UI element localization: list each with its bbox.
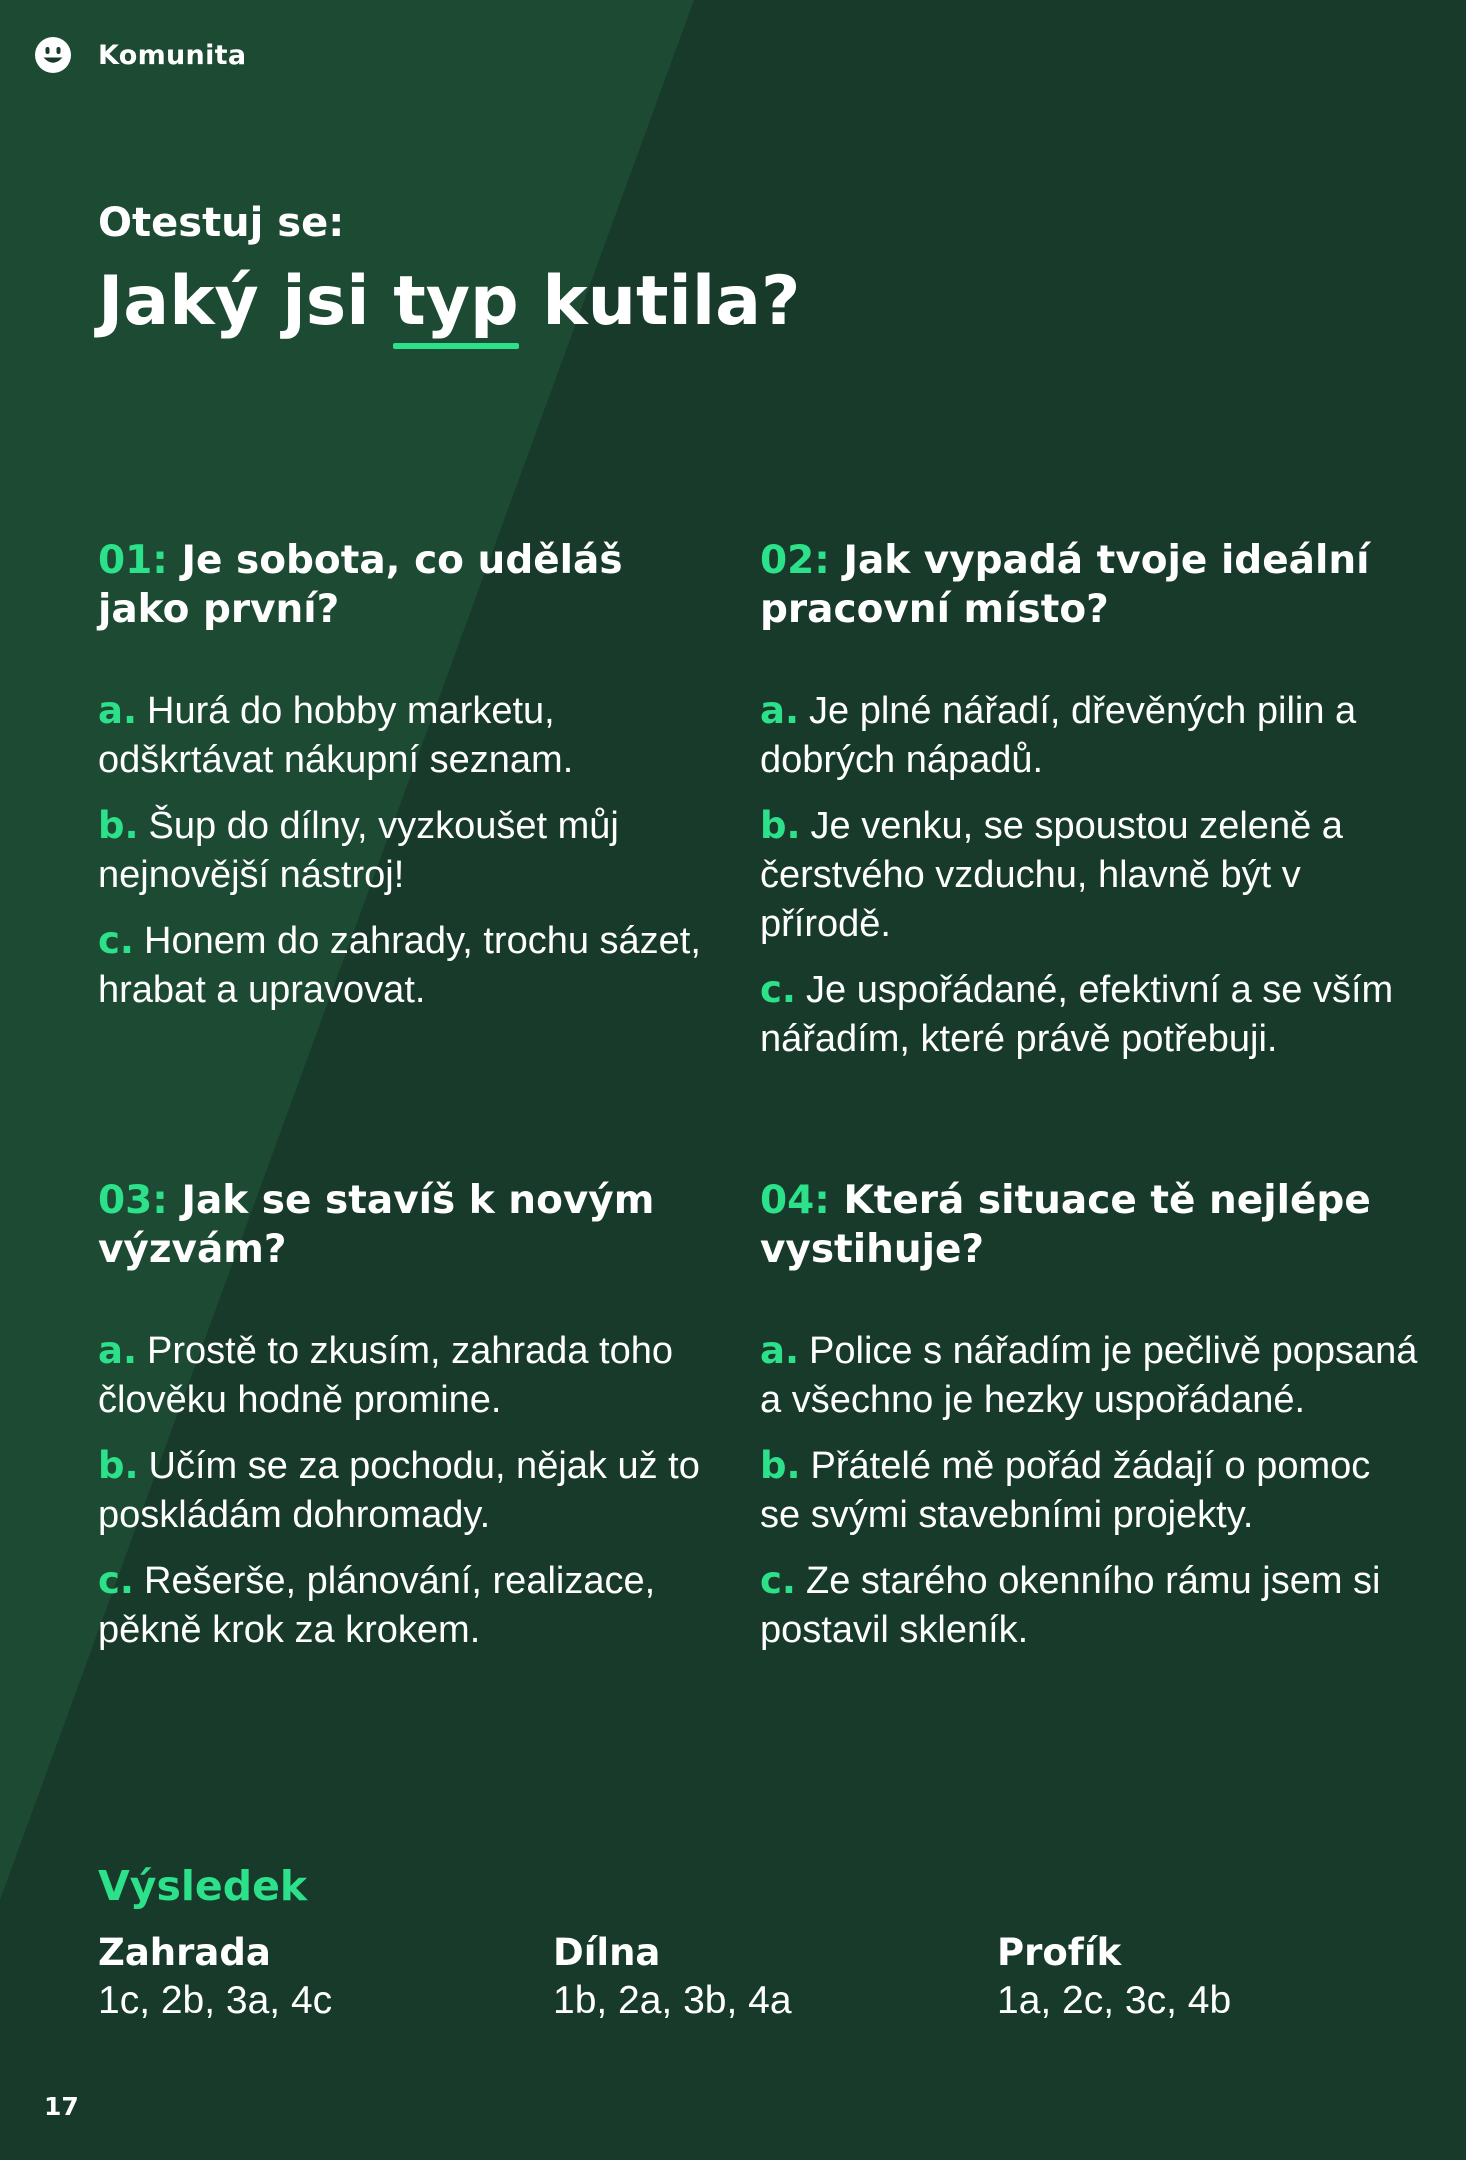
answer-b <box>760 801 1420 949</box>
answer-a <box>98 686 718 785</box>
answer-text: Je venku, se spoustou zeleně a čerstvého vzduchu, hlavně být v přírodě. <box>760 805 1343 945</box>
result-name: Dílna <box>553 1931 661 1974</box>
question-number: 04: <box>760 1178 830 1223</box>
brand-label: Komunita <box>98 39 247 71</box>
answer-letter: b. <box>98 804 139 847</box>
answer-letter: b. <box>98 1444 139 1487</box>
answer-text: Šup do dílny, vyzkoušet můj nejnovější nástroj! <box>98 805 619 896</box>
smiley-icon <box>34 36 72 74</box>
answer-letter: a. <box>760 1329 800 1372</box>
answer-text: Honem do zahrady, trochu sázet, hrabat a upravovat. <box>98 920 701 1011</box>
answer-text: Police s nářadím je pečlivě popsaná a všechno je hezky uspořádané. <box>760 1330 1418 1421</box>
result-zahrada <box>98 1930 332 2026</box>
title-part-after: kutila? <box>518 262 801 341</box>
question-text: Jak se stavíš k novým výzvám? <box>98 1178 655 1272</box>
question-text: Jak vypadá tvoje ideální pracovní místo? <box>760 538 1370 632</box>
answer-c <box>760 965 1420 1064</box>
answer-letter: b. <box>760 1444 801 1487</box>
question-3 <box>98 1176 718 1671</box>
result-profik <box>997 1930 1231 2026</box>
result-codes: 1c, 2b, 3a, 4c <box>98 1979 333 2022</box>
answer-letter: c. <box>760 968 796 1011</box>
brand <box>34 36 246 74</box>
question-text: Která situace tě nejlépe vystihuje? <box>760 1178 1371 1272</box>
result-name: Profík <box>997 1931 1122 1974</box>
result-codes: 1b, 2a, 3b, 4a <box>553 1979 792 2022</box>
answer-text: Je plné nářadí, dřevěných pilin a dobrých nápadů. <box>760 690 1357 781</box>
answer-a <box>760 686 1420 785</box>
answer-b <box>98 801 718 900</box>
answer-a <box>98 1326 718 1425</box>
question-1 <box>98 536 718 1031</box>
answer-a <box>760 1326 1420 1425</box>
answer-letter: a. <box>98 1329 138 1372</box>
question-2 <box>760 536 1420 1080</box>
question-text: Je sobota, co uděláš jako první? <box>98 538 623 632</box>
question-number: 02: <box>760 538 830 583</box>
question-title <box>760 1176 1420 1274</box>
answer-text: Učím se za pochodu, nějak už to poskládám dohromady. <box>98 1445 700 1536</box>
answer-text: Přátelé mě pořád žádají o pomoc se svými stavebními projekty. <box>760 1445 1371 1536</box>
result-codes: 1a, 2c, 3c, 4b <box>997 1979 1232 2022</box>
answer-text: Prostě to zkusím, zahrada toho člověku hodně promine. <box>98 1330 673 1421</box>
question-title <box>760 536 1420 634</box>
answer-b <box>98 1441 718 1540</box>
result-dilna <box>553 1930 792 2026</box>
answer-letter: b. <box>760 804 801 847</box>
answer-b <box>760 1441 1420 1540</box>
result-name: Zahrada <box>98 1931 271 1974</box>
answer-c <box>98 1556 718 1655</box>
eyebrow-text: Otestuj se: <box>98 200 345 246</box>
answer-text: Ze starého okenního rámu jsem si postavil skleník. <box>760 1560 1381 1651</box>
answer-letter: c. <box>98 919 134 962</box>
results-heading: Výsledek <box>98 1862 308 1910</box>
title-part-before: Jaký jsi <box>98 262 394 341</box>
question-number: 03: <box>98 1178 168 1223</box>
answer-letter: c. <box>760 1559 796 1602</box>
answer-text: Rešerše, plánování, realizace, pěkně krok za krokem. <box>98 1560 656 1651</box>
question-title <box>98 536 718 634</box>
question-4 <box>760 1176 1420 1671</box>
page-number: 17 <box>44 2092 79 2121</box>
answer-letter: c. <box>98 1559 134 1602</box>
question-number: 01: <box>98 538 168 583</box>
answer-text: Hurá do hobby marketu, odškrtávat nákupní seznam. <box>98 690 574 781</box>
answer-text: Je uspořádané, efektivní a se vším nářadím, které právě potřebuji. <box>760 969 1394 1060</box>
title-highlight: typ <box>393 262 519 341</box>
page-title <box>98 262 800 341</box>
question-title <box>98 1176 718 1274</box>
answer-c <box>98 916 718 1015</box>
answer-letter: a. <box>760 689 800 732</box>
answer-letter: a. <box>98 689 138 732</box>
answer-c <box>760 1556 1420 1655</box>
